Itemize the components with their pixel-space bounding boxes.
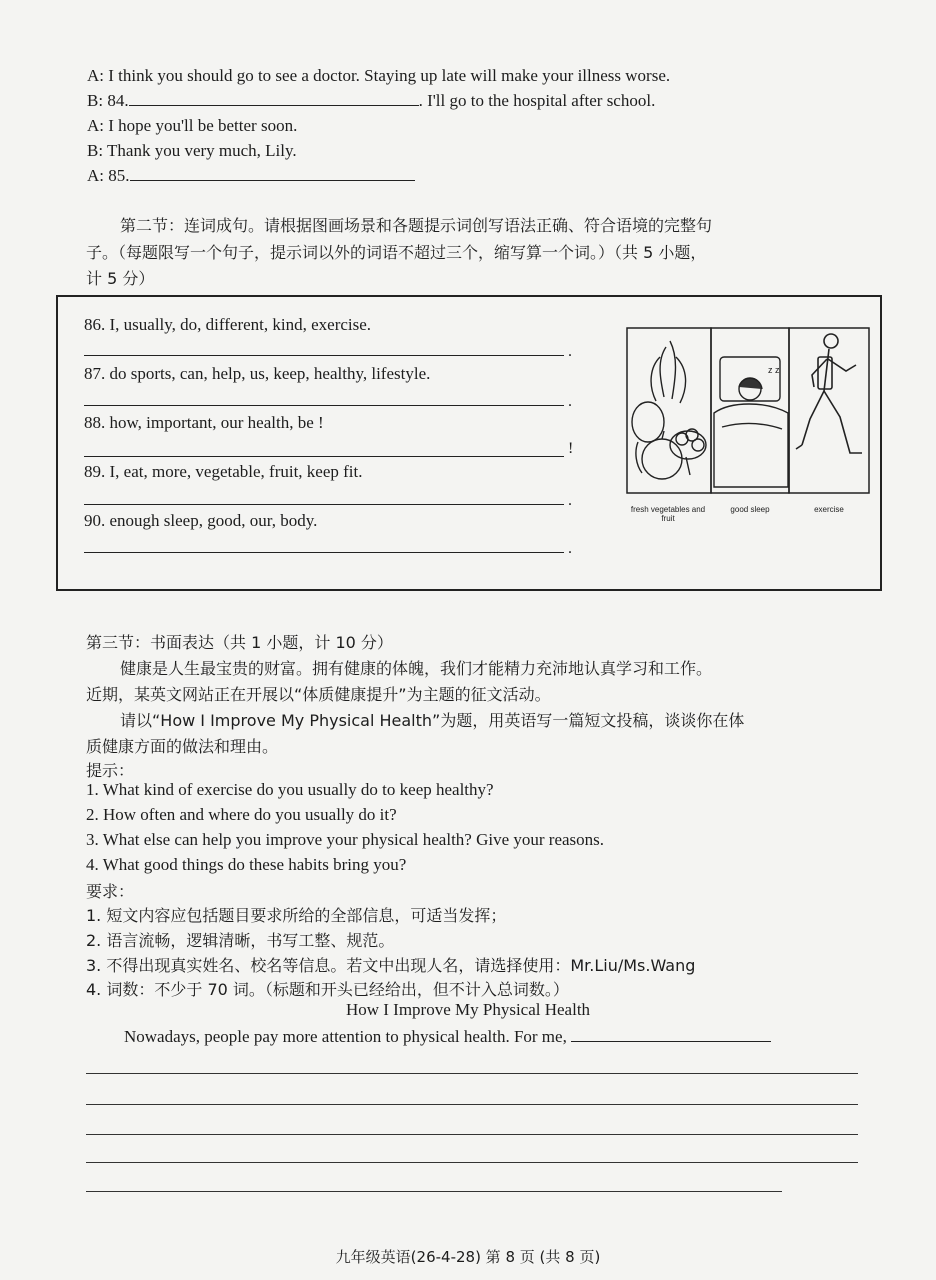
section2-line3: 计 5 分） <box>86 269 155 288</box>
requirements-label: 要求： <box>86 882 135 901</box>
dialogue-line-a1 <box>87 66 670 86</box>
dialogue-text: I hope you'll be better soon. <box>108 116 298 135</box>
dialogue-line-a2 <box>87 116 297 136</box>
question-87: 87. do sports, can, help, us, keep, healthy, lifestyle. <box>84 364 431 383</box>
end-punct: . <box>568 343 572 360</box>
tips-label: 提示： <box>86 761 135 780</box>
end-punct: . <box>568 393 572 410</box>
requirement-4: 4. 词数：不少于 70 词。（标题和开头已经给出，但不计入总词数。） <box>86 980 569 999</box>
question-86: 86. I, usually, do, different, kind, exercise. <box>84 315 372 334</box>
requirement-1: 1. 短文内容应包括题目要求所给的全部信息，可适当发挥； <box>86 906 507 925</box>
caption-vegetables: fresh vegetables and fruit <box>630 505 706 523</box>
speaker: B: <box>87 91 104 110</box>
answer-blank-85[interactable] <box>130 180 415 181</box>
page-footer: 九年级英语(26-4-28) 第 8 页 (共 8 页) <box>335 1248 601 1266</box>
requirement-2: 2. 语言流畅，逻辑清晰，书写工整、规范。 <box>86 931 395 950</box>
section2-line1: 第二节：连词成句。请根据图画场景和各题提示词创写语法正确、符合语境的完整句 <box>120 216 713 235</box>
writing-line[interactable] <box>86 1073 858 1074</box>
speaker: A: <box>87 66 104 85</box>
answer-line-86[interactable] <box>84 355 564 356</box>
end-punct: . <box>568 540 572 557</box>
running-person-icon <box>796 334 862 453</box>
answer-line-89[interactable] <box>84 504 564 505</box>
dialogue-text: I think you should go to see a doctor. Staying up late will make your illness worse. <box>108 66 671 85</box>
tip-4: 4. What good things do these habits bring you? <box>86 855 407 874</box>
caption-sleep: good sleep <box>730 505 770 514</box>
answer-line-87[interactable] <box>84 405 564 406</box>
answer-blank-84[interactable] <box>129 105 419 106</box>
tip-2: 2. How often and where do you usually do it? <box>86 805 397 824</box>
dialogue-text: . I'll go to the hospital after school. <box>418 91 656 110</box>
writing-line[interactable] <box>86 1162 858 1163</box>
essay-first-blank[interactable] <box>571 1041 771 1042</box>
essay-start <box>124 1027 771 1047</box>
writing-line[interactable] <box>86 1104 858 1105</box>
sleep-z-text: z z <box>768 365 780 375</box>
essay-title: How I Improve My Physical Health <box>345 1000 591 1019</box>
speaker: B: <box>87 141 104 160</box>
section3-p2b: 质健康方面的做法和理由。 <box>86 737 279 756</box>
writing-line[interactable] <box>86 1134 858 1135</box>
vegetables-fruit-icon <box>632 341 706 479</box>
dialogue-text: Thank you very much, Lily. <box>107 141 297 160</box>
sleeping-person-icon <box>714 357 788 487</box>
answer-line-88[interactable] <box>84 456 564 457</box>
panel-sleep <box>711 328 789 493</box>
dialogue-line-b2 <box>87 141 297 161</box>
question-90: 90. enough sleep, good, our, body. <box>84 511 318 530</box>
requirement-3: 3. 不得出现真实姓名、校名等信息。若文中出现人名，请选择使用：Mr.Liu/Ms.Wang <box>86 956 696 975</box>
speaker: A: <box>87 116 104 135</box>
section3-p1a: 健康是人生最宝贵的财富。拥有健康的体魄，我们才能精力充沛地认真学习和工作。 <box>120 659 713 678</box>
essay-start-text: Nowadays, people pay more attention to physical health. For me, <box>124 1027 567 1046</box>
speaker: A: <box>87 166 104 185</box>
answer-line-90[interactable] <box>84 552 564 553</box>
illustration <box>626 327 871 523</box>
question-89: 89. I, eat, more, vegetable, fruit, keep fit. <box>84 462 363 481</box>
section3-p1b: 近期，某英文网站正在开展以“体质健康提升”为主题的征文活动。 <box>86 685 551 704</box>
dialogue-line-b84 <box>87 91 655 111</box>
section3-p2a: 请以“How I Improve My Physical Health”为题，用英语写一篇短文投稿，谈谈你在体 <box>120 711 745 730</box>
question-number: 84. <box>107 91 129 110</box>
end-punct: . <box>568 492 572 509</box>
question-number: 85. <box>108 166 130 185</box>
illustration-drawing <box>626 327 871 497</box>
caption-exercise: exercise <box>814 505 844 514</box>
tip-1: 1. What kind of exercise do you usually do to keep healthy? <box>86 780 494 799</box>
section3-title: 第三节：书面表达（共 1 小题，计 10 分） <box>86 633 393 652</box>
question-88: 88. how, important, our health, be ! <box>84 413 324 432</box>
tip-3: 3. What else can help you improve your physical health? Give your reasons. <box>86 830 605 849</box>
question-box <box>56 295 882 591</box>
writing-line[interactable] <box>86 1191 782 1192</box>
dialogue-line-a85 <box>87 166 415 186</box>
end-punct: ! <box>568 440 574 457</box>
section2-line2: 子。（每题限写一个句子，提示词以外的词语不超过三个，缩写算一个词。）（共 5 小题， <box>86 243 707 262</box>
